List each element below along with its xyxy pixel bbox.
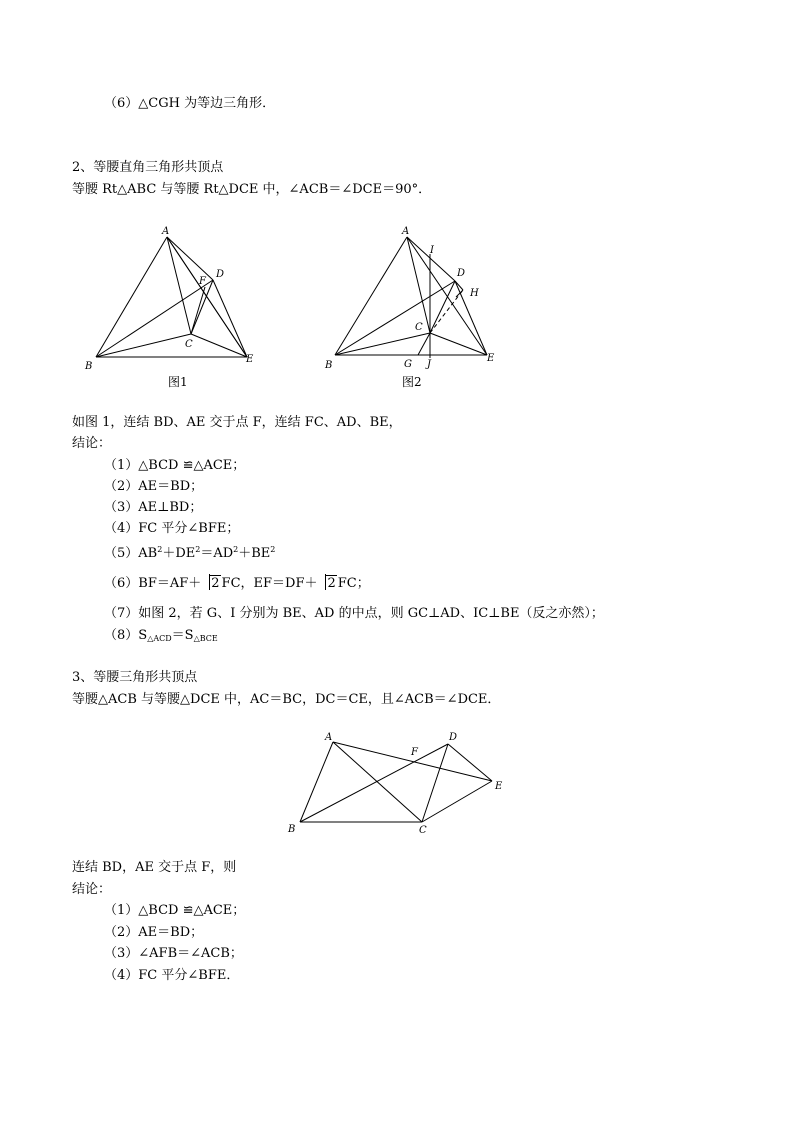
item-6-cgh: （6）△CGH 为等边三角形． <box>104 96 276 111</box>
s2-conclusion-2: （2）AE＝BD； <box>104 479 204 494</box>
s2-conclusion-1: （1）△BCD ≌△ACE； <box>104 458 246 473</box>
figure-2 <box>320 222 500 392</box>
section-3-intro: 连结 BD，AE 交于点 F，则 <box>72 860 237 875</box>
label-F: F <box>199 276 206 287</box>
label-B: B <box>325 360 333 371</box>
s2-conclusion-3: （3）AE⊥BD； <box>104 500 203 515</box>
figure-1-lines <box>96 237 247 357</box>
s3-conclusion-2: （2）AE＝BD； <box>104 925 204 940</box>
s3-conclusion-4: （4）FC 平分∠BFE． <box>104 968 240 983</box>
label-E: E <box>495 781 503 792</box>
s2-conclusion-8: $(8)S_{\triangle ACD}=S_{\triangle BCE}$ <box>104 628 218 643</box>
label-I: I <box>430 245 434 256</box>
label-C: C <box>415 322 423 333</box>
label-C: C <box>185 339 193 350</box>
label-H: H <box>470 288 479 299</box>
section-3-conclusion-label: 结论： <box>72 882 112 897</box>
label-G: G <box>404 359 412 370</box>
label-A: A <box>325 732 333 743</box>
figure-3 <box>285 725 510 837</box>
label-B: B <box>288 824 296 835</box>
figure-3-lines <box>300 742 492 822</box>
section-2-conclusion-label: 结论： <box>72 436 112 451</box>
label-F: F <box>411 747 418 758</box>
label-D: D <box>449 732 458 743</box>
s2-conclusion-4: （4）FC 平分∠BFE； <box>104 521 240 536</box>
figure-1-caption: 图1 <box>168 375 188 389</box>
section-3-title: 3、等腰三角形共顶点 <box>72 670 198 685</box>
label-D: D <box>216 269 225 280</box>
section-2-premise: 等腰 Rt△ABC 与等腰 Rt△DCE 中，∠ACB＝∠DCE＝90°． <box>72 182 432 197</box>
s3-conclusion-3: （3）∠AFB＝∠ACB； <box>104 946 243 961</box>
figure-2-caption: 图2 <box>402 375 422 389</box>
s2-conclusion-6: （6）BF＝AF＋ 2 FC，EF＝DF＋ 2 FC； <box>104 576 370 591</box>
label-E: E <box>246 354 254 365</box>
s3-conclusion-1: （1）△BCD ≌△ACE； <box>104 903 246 918</box>
s2-conclusion-5: $(5)AB^2+DE^2=AD^2+BE^2$ <box>104 545 276 561</box>
label-A: A <box>162 226 170 237</box>
figure-2-lines <box>335 237 487 358</box>
s2-conclusion-7: （7）如图 2，若 G、I 分别为 BE、AD 的中点，则 GC⊥AD、IC⊥BE（反之亦然）； <box>104 606 604 621</box>
section-2-title: 2、等腰直角三角形共顶点 <box>72 160 224 175</box>
section-3-premise: 等腰△ACB 与等腰△DCE 中，AC＝BC，DC＝CE，且∠ACB＝∠DCE． <box>72 692 501 707</box>
label-J: J <box>427 359 432 370</box>
label-D: D <box>457 268 466 279</box>
label-A: A <box>402 226 410 237</box>
label-B: B <box>85 361 93 372</box>
label-E: E <box>487 353 495 364</box>
section-2-intro: 如图 1，连结 BD、AE 交于点 F，连结 FC、AD、BE， <box>72 415 402 430</box>
label-C: C <box>419 825 427 836</box>
figure-1 <box>80 222 270 392</box>
